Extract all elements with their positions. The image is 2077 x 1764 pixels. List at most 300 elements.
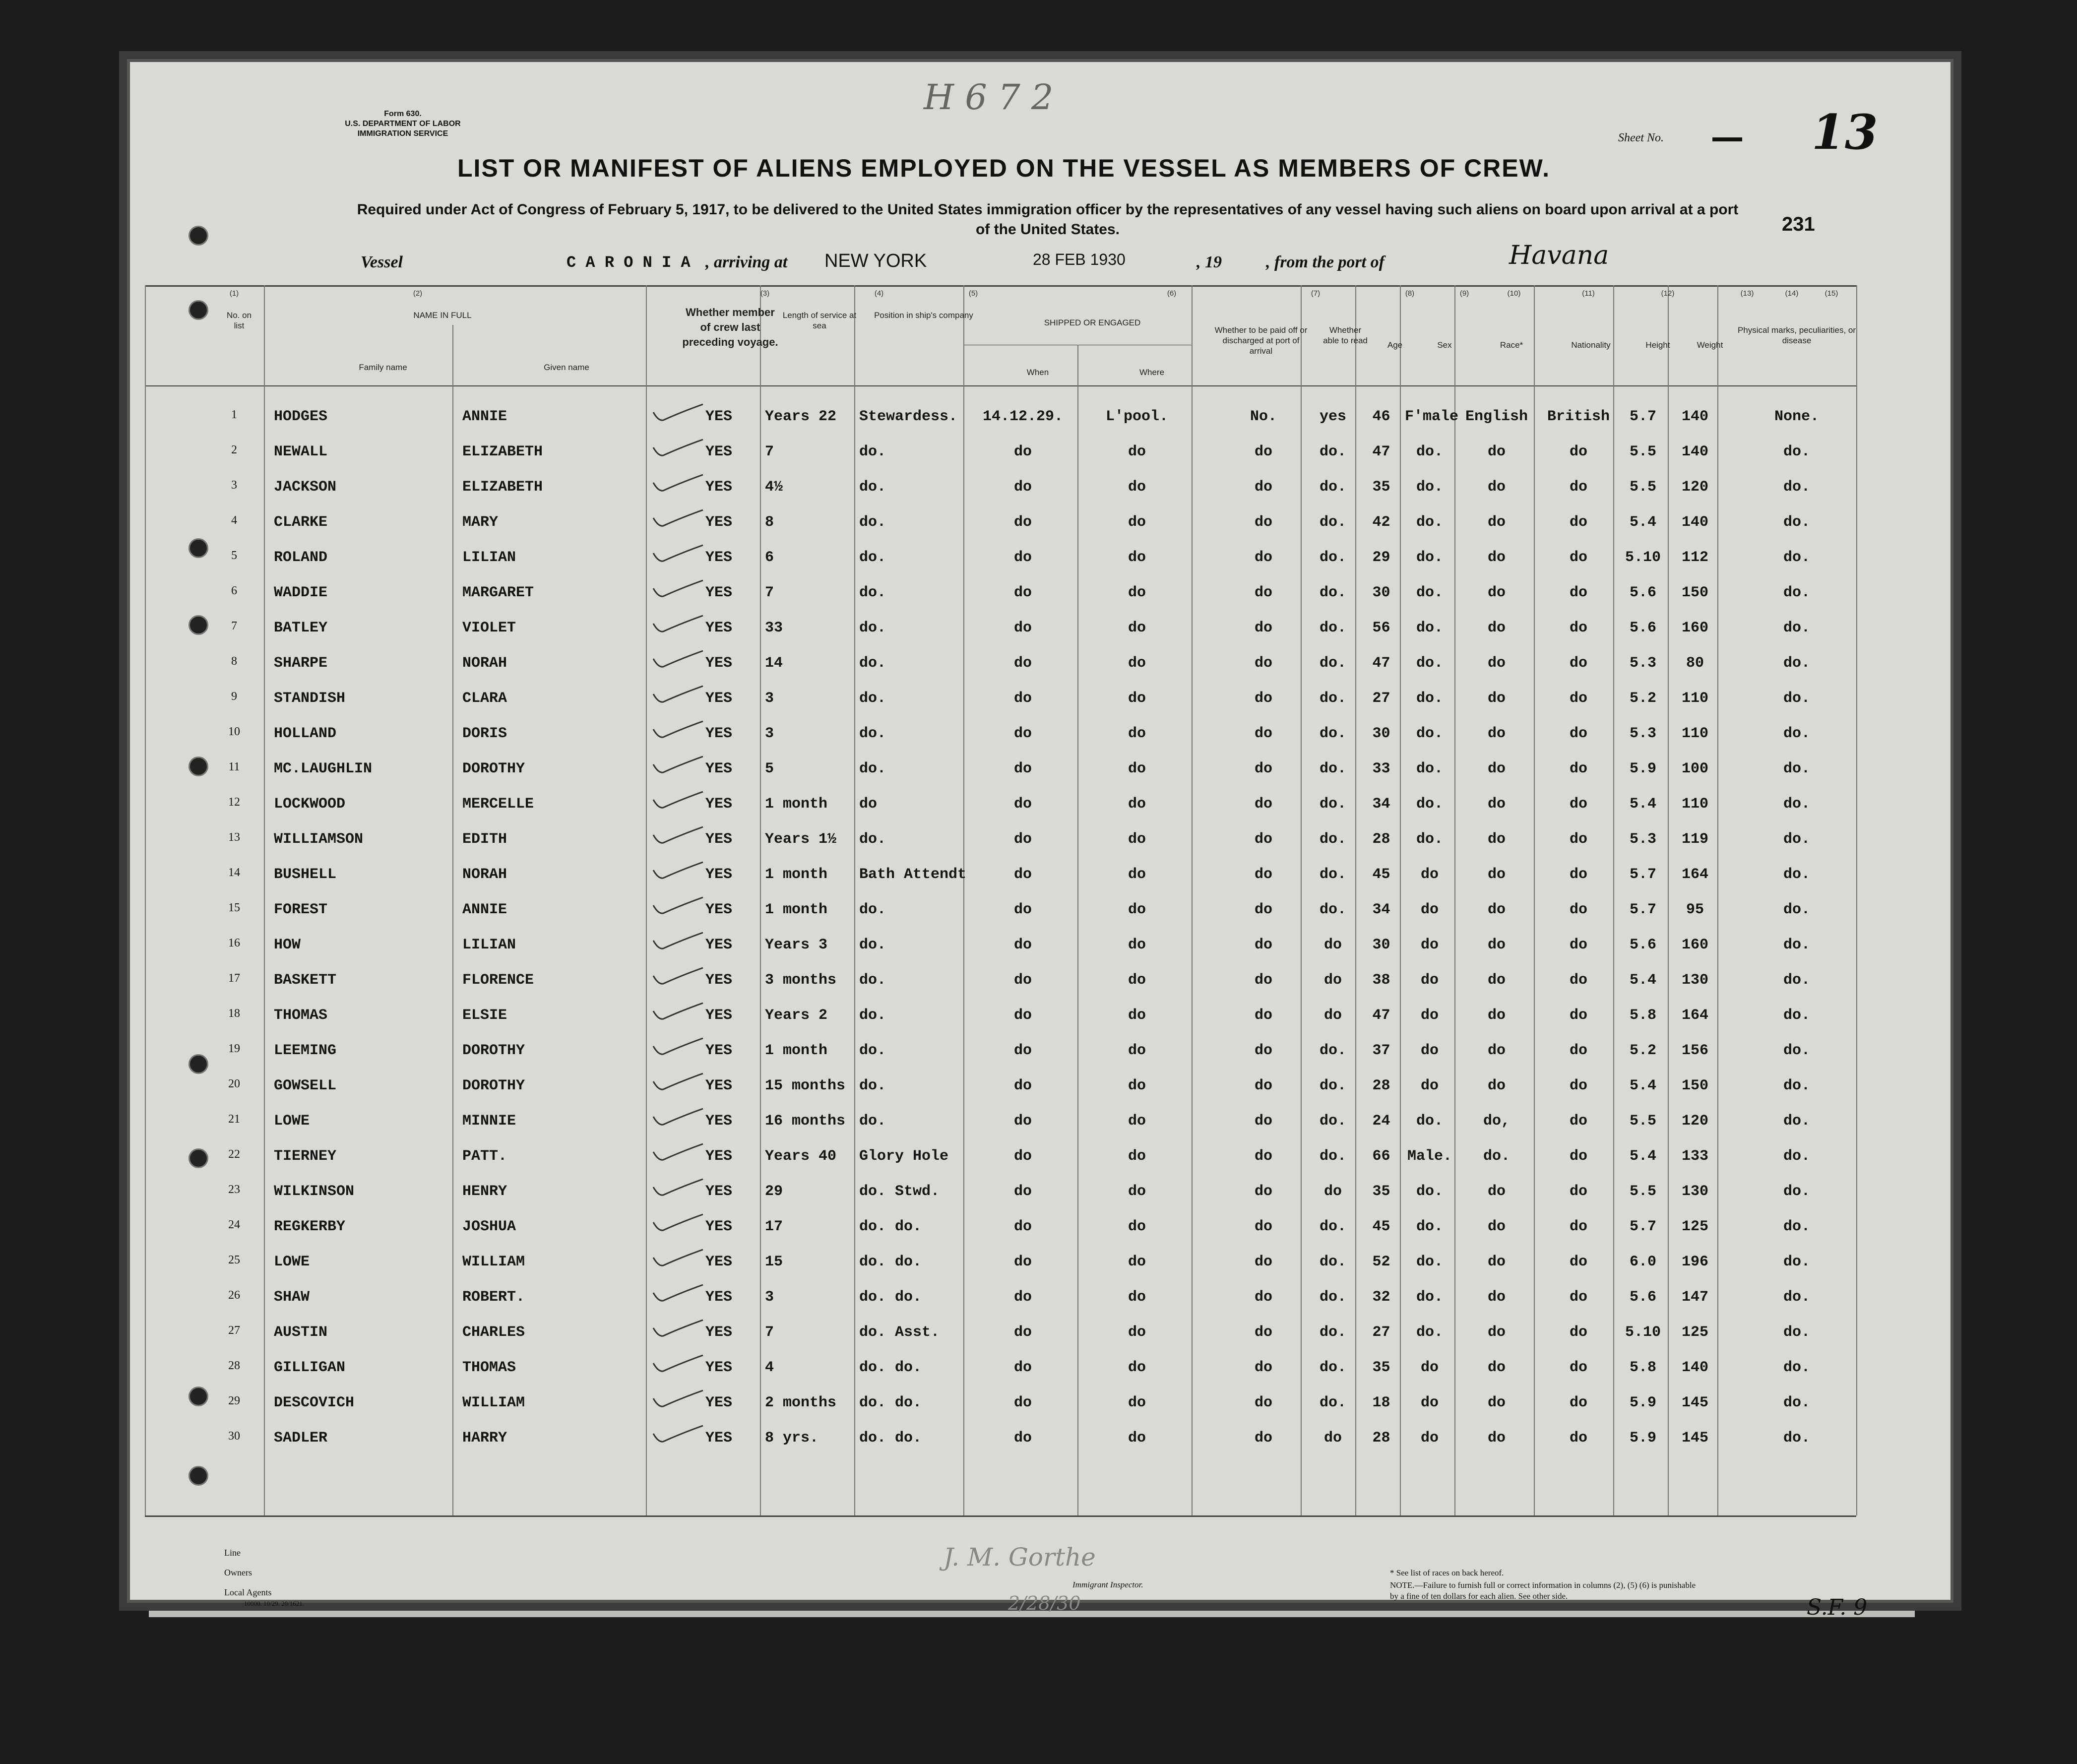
race-cell: do bbox=[1487, 1042, 1506, 1059]
weight-cell: 140 bbox=[1681, 408, 1708, 425]
col-number: (13) bbox=[1740, 289, 1754, 298]
row-number: 12 bbox=[228, 796, 240, 809]
height-cell: 5.4 bbox=[1629, 1077, 1656, 1094]
position-cell: do. bbox=[859, 690, 886, 707]
pencil-mark: H 6 7 2 bbox=[924, 77, 1054, 118]
able-to-read-cell: do. bbox=[1319, 831, 1346, 848]
able-to-read-cell: do. bbox=[1319, 655, 1346, 672]
check-mark-icon bbox=[651, 790, 705, 810]
position-cell: do. bbox=[859, 725, 886, 742]
col-divider bbox=[1856, 285, 1857, 1515]
weight-cell: 145 bbox=[1681, 1430, 1708, 1447]
table-row bbox=[145, 574, 1856, 610]
shipped-where-cell: do bbox=[1128, 443, 1146, 460]
given-name-cell: MARY bbox=[462, 514, 499, 531]
sex-cell: do. bbox=[1416, 1289, 1443, 1306]
table-row bbox=[145, 751, 1856, 786]
weight-cell: 196 bbox=[1681, 1254, 1708, 1270]
shipped-when-cell: do bbox=[1013, 1148, 1032, 1165]
vessel-name: C A R O N I A bbox=[566, 253, 691, 272]
race-cell: do bbox=[1487, 584, 1506, 601]
table-row bbox=[145, 1173, 1856, 1208]
crew-last-voyage-cell: YES bbox=[705, 1394, 733, 1411]
nationality-cell: do bbox=[1569, 1042, 1587, 1059]
check-mark-icon bbox=[651, 860, 705, 880]
family-name-cell: BUSHELL bbox=[274, 866, 337, 883]
shipped-when-cell: do bbox=[1013, 1324, 1032, 1341]
nationality-cell: do bbox=[1569, 1394, 1587, 1411]
age-cell: 38 bbox=[1372, 972, 1390, 989]
crew-last-voyage-cell: YES bbox=[705, 937, 733, 953]
arrival-port: NEW YORK bbox=[824, 251, 927, 271]
sex-cell: do bbox=[1420, 1394, 1439, 1411]
sheet-number: 13 bbox=[1812, 104, 1878, 160]
able-to-read-cell: do bbox=[1323, 937, 1342, 953]
paid-off-cell: do bbox=[1254, 690, 1272, 707]
age-cell: 28 bbox=[1372, 1430, 1390, 1447]
position-cell: do. bbox=[859, 937, 886, 953]
shipped-when-cell: do bbox=[1013, 1289, 1032, 1306]
shipped-when-cell: do bbox=[1013, 479, 1032, 496]
length-of-service-cell: Years 22 bbox=[765, 408, 837, 425]
age-cell: 47 bbox=[1372, 1007, 1390, 1024]
check-mark-icon bbox=[651, 402, 705, 422]
position-cell: do. do. bbox=[859, 1289, 922, 1306]
shipped-where-cell: do bbox=[1128, 972, 1146, 989]
crew-last-voyage-cell: YES bbox=[705, 1359, 733, 1376]
able-to-read-cell: do. bbox=[1319, 1394, 1346, 1411]
length-of-service-cell: 1 month bbox=[765, 1042, 828, 1059]
physical-marks-cell: do. bbox=[1783, 1254, 1810, 1270]
given-name-cell: PATT. bbox=[462, 1148, 507, 1165]
nationality-cell: do bbox=[1569, 584, 1587, 601]
table-row bbox=[145, 504, 1856, 539]
given-name-cell: DOROTHY bbox=[462, 760, 525, 777]
age-cell: 47 bbox=[1372, 443, 1390, 460]
header-height: Height bbox=[1645, 340, 1670, 350]
given-name-cell: NORAH bbox=[462, 866, 507, 883]
family-name-cell: CLARKE bbox=[274, 514, 328, 531]
row-number: 27 bbox=[228, 1324, 240, 1337]
header-no-on-list: No. on list bbox=[226, 311, 252, 330]
race-cell: do bbox=[1487, 620, 1506, 636]
form-number: Form 630. bbox=[384, 110, 422, 118]
sex-cell: do bbox=[1420, 972, 1439, 989]
shipped-when-cell: do bbox=[1013, 1218, 1032, 1235]
family-name-cell: TIERNEY bbox=[274, 1148, 337, 1165]
race-cell: do, bbox=[1483, 1113, 1510, 1130]
weight-cell: 100 bbox=[1681, 760, 1708, 777]
physical-marks-cell: do. bbox=[1783, 443, 1810, 460]
height-cell: 5.6 bbox=[1629, 937, 1656, 953]
physical-marks-cell: do. bbox=[1783, 584, 1810, 601]
weight-cell: 125 bbox=[1681, 1218, 1708, 1235]
departure-port: Havana bbox=[1509, 241, 1609, 270]
paid-off-cell: do bbox=[1254, 1077, 1272, 1094]
shipped-when-cell: do bbox=[1013, 1007, 1032, 1024]
physical-marks-cell: do. bbox=[1783, 1430, 1810, 1447]
nationality-cell: do bbox=[1569, 901, 1587, 918]
paid-off-cell: do bbox=[1254, 1289, 1272, 1306]
table-row bbox=[145, 927, 1856, 962]
nationality-cell: do bbox=[1569, 831, 1587, 848]
table-row bbox=[145, 469, 1856, 504]
physical-marks-cell: do. bbox=[1783, 1324, 1810, 1341]
check-mark-icon bbox=[651, 755, 705, 774]
sex-cell: do. bbox=[1416, 443, 1443, 460]
family-name-cell: DESCOVICH bbox=[274, 1394, 355, 1411]
check-mark-icon bbox=[651, 543, 705, 563]
family-name-cell: MC.LAUGHLIN bbox=[274, 760, 373, 777]
position-cell: do. do. bbox=[859, 1394, 922, 1411]
table-row bbox=[145, 1103, 1856, 1138]
given-name-cell: ROBERT. bbox=[462, 1289, 525, 1306]
race-cell: do bbox=[1487, 1394, 1506, 1411]
binder-hole-icon bbox=[189, 226, 208, 246]
length-of-service-cell: 6 bbox=[765, 549, 774, 566]
nationality-cell: do bbox=[1569, 655, 1587, 672]
age-cell: 35 bbox=[1372, 479, 1390, 496]
able-to-read-cell: do. bbox=[1319, 1254, 1346, 1270]
check-mark-icon bbox=[651, 473, 705, 493]
paid-off-cell: do bbox=[1254, 866, 1272, 883]
row-number: 1 bbox=[231, 408, 237, 421]
position-cell: do. bbox=[859, 584, 886, 601]
table-row bbox=[145, 434, 1856, 469]
length-of-service-cell: 7 bbox=[765, 1324, 774, 1341]
height-cell: 5.4 bbox=[1629, 1148, 1656, 1165]
weight-cell: 130 bbox=[1681, 1183, 1708, 1200]
race-cell: do bbox=[1487, 514, 1506, 531]
given-name-cell: ELIZABETH bbox=[462, 479, 543, 496]
row-number: 18 bbox=[228, 1007, 240, 1020]
length-of-service-cell: 15 months bbox=[765, 1077, 846, 1094]
header-family-name: Family name bbox=[359, 363, 407, 372]
shipped-where-cell: do bbox=[1128, 760, 1146, 777]
race-cell: do bbox=[1487, 655, 1506, 672]
shipped-when-cell: do bbox=[1013, 831, 1032, 848]
header-given-name: Given name bbox=[544, 363, 589, 372]
able-to-read-cell: do. bbox=[1319, 1148, 1346, 1165]
sex-cell: do. bbox=[1416, 1218, 1443, 1235]
age-cell: 46 bbox=[1372, 408, 1390, 425]
stamp-number: 231 bbox=[1782, 213, 1815, 235]
race-cell: do bbox=[1487, 725, 1506, 742]
paid-off-cell: do bbox=[1254, 1359, 1272, 1376]
position-cell: do. Asst. bbox=[859, 1324, 940, 1341]
nationality-cell: do bbox=[1569, 1359, 1587, 1376]
length-of-service-cell: Years 2 bbox=[765, 1007, 828, 1024]
weight-cell: 164 bbox=[1681, 866, 1708, 883]
paid-off-cell: do bbox=[1254, 831, 1272, 848]
row-number: 17 bbox=[228, 972, 240, 985]
paid-off-cell: do bbox=[1254, 1394, 1272, 1411]
position-cell: Glory Hole bbox=[859, 1148, 949, 1165]
nationality-cell: do bbox=[1569, 972, 1587, 989]
form-issuer bbox=[328, 109, 477, 139]
race-cell: do bbox=[1487, 1183, 1506, 1200]
row-number: 21 bbox=[228, 1113, 240, 1126]
height-cell: 5.7 bbox=[1629, 1218, 1656, 1235]
given-name-cell: MINNIE bbox=[462, 1113, 516, 1130]
family-name-cell: HOLLAND bbox=[274, 725, 337, 742]
check-mark-icon bbox=[651, 1353, 705, 1373]
shipped-where-cell: do bbox=[1128, 1113, 1146, 1130]
given-name-cell: DOROTHY bbox=[462, 1042, 525, 1059]
row-number: 30 bbox=[228, 1430, 240, 1443]
check-mark-icon bbox=[651, 578, 705, 598]
col-number: (5) bbox=[968, 289, 978, 298]
length-of-service-cell: 2 months bbox=[765, 1394, 837, 1411]
row-number: 26 bbox=[228, 1289, 240, 1302]
row-number: 13 bbox=[228, 831, 240, 844]
height-cell: 5.7 bbox=[1629, 901, 1656, 918]
physical-marks-cell: do. bbox=[1783, 831, 1810, 848]
length-of-service-cell: 3 bbox=[765, 690, 774, 707]
header-position: Position in ship's company bbox=[874, 311, 973, 320]
race-cell: English bbox=[1465, 408, 1528, 425]
family-name-cell: BATLEY bbox=[274, 620, 328, 636]
physical-marks-cell: do. bbox=[1783, 725, 1810, 742]
position-cell: do. bbox=[859, 514, 886, 531]
age-cell: 66 bbox=[1372, 1148, 1390, 1165]
paid-off-cell: do bbox=[1254, 1148, 1272, 1165]
weight-cell: 119 bbox=[1681, 831, 1708, 848]
sheet-dash bbox=[1712, 137, 1742, 141]
weight-cell: 110 bbox=[1681, 796, 1708, 813]
physical-marks-cell: None. bbox=[1774, 408, 1819, 425]
able-to-read-cell: do. bbox=[1319, 796, 1346, 813]
crew-last-voyage-cell: YES bbox=[705, 1218, 733, 1235]
arriving-label: , arriving at bbox=[705, 253, 788, 271]
sex-cell: do bbox=[1420, 1077, 1439, 1094]
crew-last-voyage-cell: YES bbox=[705, 655, 733, 672]
weight-cell: 140 bbox=[1681, 443, 1708, 460]
given-name-cell: EDITH bbox=[462, 831, 507, 848]
family-name-cell: WILKINSON bbox=[274, 1183, 355, 1200]
check-mark-icon bbox=[651, 1424, 705, 1444]
weight-cell: 110 bbox=[1681, 725, 1708, 742]
shipped-where-cell: do bbox=[1128, 1007, 1146, 1024]
nationality-cell: do bbox=[1569, 1430, 1587, 1447]
physical-marks-cell: do. bbox=[1783, 866, 1810, 883]
position-cell: do. do. bbox=[859, 1218, 922, 1235]
col-number: (15) bbox=[1825, 289, 1838, 298]
given-name-cell: NORAH bbox=[462, 655, 507, 672]
shipped-where-cell: do bbox=[1128, 584, 1146, 601]
nationality-cell: do bbox=[1569, 1183, 1587, 1200]
able-to-read-cell: do. bbox=[1319, 1218, 1346, 1235]
check-mark-icon bbox=[651, 1071, 705, 1091]
position-cell: do. bbox=[859, 1042, 886, 1059]
given-name-cell: LILIAN bbox=[462, 549, 516, 566]
length-of-service-cell: 29 bbox=[765, 1183, 783, 1200]
shipped-when-cell: do bbox=[1013, 972, 1032, 989]
crew-last-voyage-cell: YES bbox=[705, 443, 733, 460]
age-cell: 47 bbox=[1372, 655, 1390, 672]
length-of-service-cell: 33 bbox=[765, 620, 783, 636]
check-mark-icon bbox=[651, 719, 705, 739]
paid-off-cell: do bbox=[1254, 620, 1272, 636]
col-number: (2) bbox=[413, 289, 423, 298]
sex-cell: do bbox=[1420, 1042, 1439, 1059]
nationality-cell: do bbox=[1569, 937, 1587, 953]
weight-cell: 95 bbox=[1686, 901, 1704, 918]
shipped-where-cell: do bbox=[1128, 1042, 1146, 1059]
family-name-cell: STANDISH bbox=[274, 690, 346, 707]
height-cell: 5.2 bbox=[1629, 1042, 1656, 1059]
age-cell: 32 bbox=[1372, 1289, 1390, 1306]
able-to-read-cell: do. bbox=[1319, 725, 1346, 742]
header-age: Age bbox=[1387, 340, 1403, 350]
height-cell: 5.6 bbox=[1629, 584, 1656, 601]
length-of-service-cell: 14 bbox=[765, 655, 783, 672]
able-to-read-cell: do. bbox=[1319, 620, 1346, 636]
length-of-service-cell: 4½ bbox=[765, 479, 783, 496]
inspector-label: Immigrant Inspector. bbox=[1072, 1580, 1143, 1589]
sex-cell: do bbox=[1420, 937, 1439, 953]
row-number: 16 bbox=[228, 937, 240, 949]
sex-cell: do bbox=[1420, 1007, 1439, 1024]
paid-off-cell: do bbox=[1254, 937, 1272, 953]
age-cell: 34 bbox=[1372, 796, 1390, 813]
given-name-cell: ELIZABETH bbox=[462, 443, 543, 460]
header-physical-marks: Physical marks, peculiarities, or disease bbox=[1737, 325, 1856, 345]
given-name-cell: LILIAN bbox=[462, 937, 516, 953]
nationality-cell: do bbox=[1569, 443, 1587, 460]
shipped-where-cell: do bbox=[1128, 901, 1146, 918]
age-cell: 45 bbox=[1372, 866, 1390, 883]
able-to-read-cell: do bbox=[1323, 1430, 1342, 1447]
family-name-cell: SHAW bbox=[274, 1289, 310, 1306]
inspector-date: 2/28/30 bbox=[1008, 1592, 1081, 1614]
family-name-cell: HODGES bbox=[274, 408, 328, 425]
race-cell: do bbox=[1487, 1430, 1506, 1447]
sex-cell: do. bbox=[1416, 760, 1443, 777]
shipped-where-cell: do bbox=[1128, 655, 1146, 672]
crew-last-voyage-cell: YES bbox=[705, 1430, 733, 1447]
table-row bbox=[145, 645, 1856, 680]
sex-cell: do. bbox=[1416, 620, 1443, 636]
weight-cell: 112 bbox=[1681, 549, 1708, 566]
row-number: 23 bbox=[228, 1183, 240, 1196]
arrival-date-stamp: 28 FEB 1930 bbox=[1033, 251, 1126, 268]
position-cell: do. Stwd. bbox=[859, 1183, 940, 1200]
height-cell: 6.0 bbox=[1629, 1254, 1656, 1270]
col-number: (7) bbox=[1311, 289, 1321, 298]
sex-cell: F'male bbox=[1405, 408, 1459, 425]
nationality-cell: do bbox=[1569, 620, 1587, 636]
position-cell: do. bbox=[859, 831, 886, 848]
family-name-cell: ROLAND bbox=[274, 549, 328, 566]
sheet-label: Sheet No. bbox=[1618, 131, 1664, 144]
check-mark-icon bbox=[651, 508, 705, 528]
weight-cell: 160 bbox=[1681, 620, 1708, 636]
position-cell: do. bbox=[859, 443, 886, 460]
age-cell: 35 bbox=[1372, 1183, 1390, 1200]
shipped-when-cell: do bbox=[1013, 1394, 1032, 1411]
family-name-cell: AUSTIN bbox=[274, 1324, 328, 1341]
page-subtitle: Required under Act of Congress of February 5, 1917, to be delivered to the United States immigration officer by the representatives of any vessel having such aliens on board upon arrival at a port of the United States. bbox=[357, 201, 1739, 238]
physical-marks-cell: do. bbox=[1783, 1148, 1810, 1165]
family-name-cell: JACKSON bbox=[274, 479, 337, 496]
physical-marks-cell: do. bbox=[1783, 1042, 1810, 1059]
race-cell: do bbox=[1487, 479, 1506, 496]
shipped-when-cell: do bbox=[1013, 584, 1032, 601]
race-cell: do bbox=[1487, 1254, 1506, 1270]
crew-last-voyage-cell: YES bbox=[705, 1289, 733, 1306]
row-number: 15 bbox=[228, 901, 240, 914]
header-able-to-read: Whether able to read bbox=[1323, 325, 1368, 345]
header-paid-off: Whether to be paid off or discharged at port of arrival bbox=[1214, 325, 1308, 356]
crew-last-voyage-cell: YES bbox=[705, 690, 733, 707]
table-body bbox=[145, 388, 1856, 1514]
length-of-service-cell: 4 bbox=[765, 1359, 774, 1376]
height-cell: 5.7 bbox=[1629, 408, 1656, 425]
position-cell: do. bbox=[859, 620, 886, 636]
shipped-where-cell: do bbox=[1128, 1183, 1146, 1200]
able-to-read-cell: do. bbox=[1319, 584, 1346, 601]
able-to-read-cell: do. bbox=[1319, 1042, 1346, 1059]
able-to-read-cell: do. bbox=[1319, 1359, 1346, 1376]
height-cell: 5.3 bbox=[1629, 831, 1656, 848]
race-cell: do bbox=[1487, 1077, 1506, 1094]
physical-marks-cell: do. bbox=[1783, 549, 1810, 566]
age-cell: 52 bbox=[1372, 1254, 1390, 1270]
able-to-read-cell: yes bbox=[1319, 408, 1346, 425]
race-cell: do bbox=[1487, 1218, 1506, 1235]
length-of-service-cell: 1 month bbox=[765, 796, 828, 813]
inspector-signature: J. M. Gorthe bbox=[944, 1543, 1096, 1572]
family-name-cell: LOWE bbox=[274, 1113, 310, 1130]
family-name-cell: LEEMING bbox=[274, 1042, 337, 1059]
given-name-cell: CLARA bbox=[462, 690, 507, 707]
shipped-where-cell: do bbox=[1128, 1218, 1146, 1235]
shipped-when-cell: do bbox=[1013, 1113, 1032, 1130]
length-of-service-cell: Years 1½ bbox=[765, 831, 837, 848]
weight-cell: 80 bbox=[1686, 655, 1704, 672]
crew-last-voyage-cell: YES bbox=[705, 1183, 733, 1200]
able-to-read-cell: do. bbox=[1319, 1077, 1346, 1094]
length-of-service-cell: 16 months bbox=[765, 1113, 846, 1130]
row-number: 14 bbox=[228, 866, 240, 879]
nationality-cell: do bbox=[1569, 1007, 1587, 1024]
given-name-cell: HARRY bbox=[462, 1430, 507, 1447]
age-cell: 30 bbox=[1372, 584, 1390, 601]
sex-cell: do. bbox=[1416, 514, 1443, 531]
header-length-of-service: Length of service at sea bbox=[782, 311, 857, 330]
height-cell: 5.3 bbox=[1629, 655, 1656, 672]
header-nationality: Nationality bbox=[1571, 340, 1611, 350]
col-number: (1) bbox=[229, 289, 239, 298]
race-cell: do bbox=[1487, 937, 1506, 953]
crew-last-voyage-cell: YES bbox=[705, 901, 733, 918]
race-cell: do bbox=[1487, 760, 1506, 777]
paid-off-cell: do bbox=[1254, 584, 1272, 601]
shipped-when-cell: do bbox=[1013, 725, 1032, 742]
weight-cell: 133 bbox=[1681, 1148, 1708, 1165]
table-row bbox=[145, 891, 1856, 927]
age-cell: 30 bbox=[1372, 937, 1390, 953]
able-to-read-cell: do. bbox=[1319, 1113, 1346, 1130]
sex-cell: do. bbox=[1416, 655, 1443, 672]
given-name-cell: ANNIE bbox=[462, 901, 507, 918]
physical-marks-cell: do. bbox=[1783, 1007, 1810, 1024]
crew-table bbox=[145, 275, 1871, 1540]
length-of-service-cell: 3 months bbox=[765, 972, 837, 989]
row-number: 19 bbox=[228, 1042, 240, 1055]
header-shipped-engaged: SHIPPED OR ENGAGED bbox=[1044, 318, 1141, 327]
